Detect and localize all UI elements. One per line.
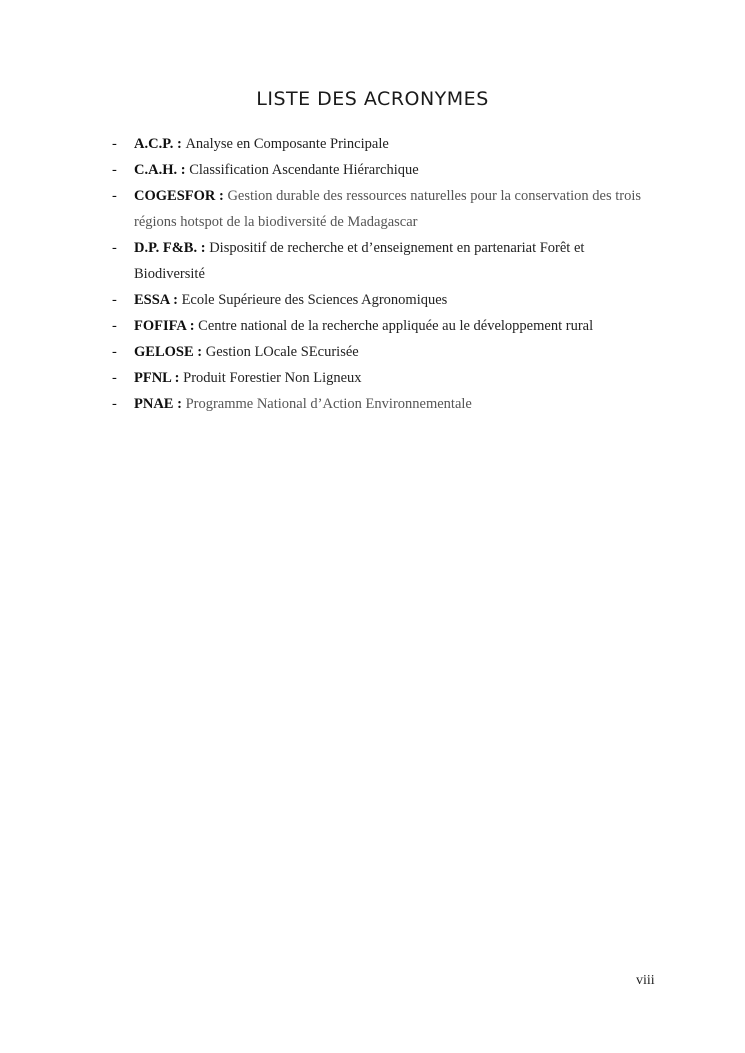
acronym-definition: Ecole Supérieure des Sciences Agronomiques [181, 292, 448, 308]
page-title: LISTE DES ACRONYMES [256, 88, 489, 110]
acronym-definition: Centre national de la recherche appliquée au le développement rural [198, 318, 594, 334]
list-item [112, 131, 652, 157]
bullet-dash: - [112, 136, 117, 152]
page-number: viii [636, 973, 655, 988]
bullet-dash: - [112, 344, 117, 360]
acronym-definition: Classification Ascendante Hiérarchique [189, 162, 419, 178]
acronym-code: ESSA : [134, 292, 182, 308]
list-item [112, 339, 652, 365]
bullet-dash: - [112, 318, 117, 334]
acronym-definition: Gestion LOcale SEcurisée [205, 344, 359, 360]
acronym-definition: Analyse en Composante Principale [185, 136, 389, 152]
acronym-code: GELOSE : [134, 344, 206, 360]
bullet-dash: - [112, 396, 117, 412]
list-item [112, 183, 652, 235]
bullet-dash: - [112, 292, 117, 308]
list-item [112, 235, 652, 287]
bullet-dash: - [112, 162, 117, 178]
list-item [112, 287, 652, 313]
list-item [112, 157, 652, 183]
acronym-definition: Programme National d’Action Environnementale [185, 396, 472, 412]
acronym-definition: Dispositif de recherche et d’enseignement en partenariat Forêt et Biodiversité [134, 240, 585, 282]
acronym-code: COGESFOR : [134, 188, 228, 204]
acronym-code: D.P. F&B. : [134, 240, 210, 256]
acronym-code: FOFIFA : [134, 318, 199, 334]
acronym-code: PFNL : [134, 370, 184, 386]
acronym-code: C.A.H. : [134, 162, 190, 178]
list-item [112, 365, 652, 391]
acronym-list [112, 131, 652, 417]
list-item [112, 313, 652, 339]
bullet-dash: - [112, 240, 117, 256]
bullet-dash: - [112, 188, 117, 204]
list-item [112, 391, 652, 417]
acronym-code: PNAE : [134, 396, 186, 412]
bullet-dash: - [112, 370, 117, 386]
acronym-definition: Gestion durable des ressources naturelles pour la conservation des trois régions hotspot de la biodiversité de Madagascar [134, 188, 641, 230]
acronym-code: A.C.P. : [134, 136, 186, 152]
acronym-definition: Produit Forestier Non Ligneux [183, 370, 362, 386]
